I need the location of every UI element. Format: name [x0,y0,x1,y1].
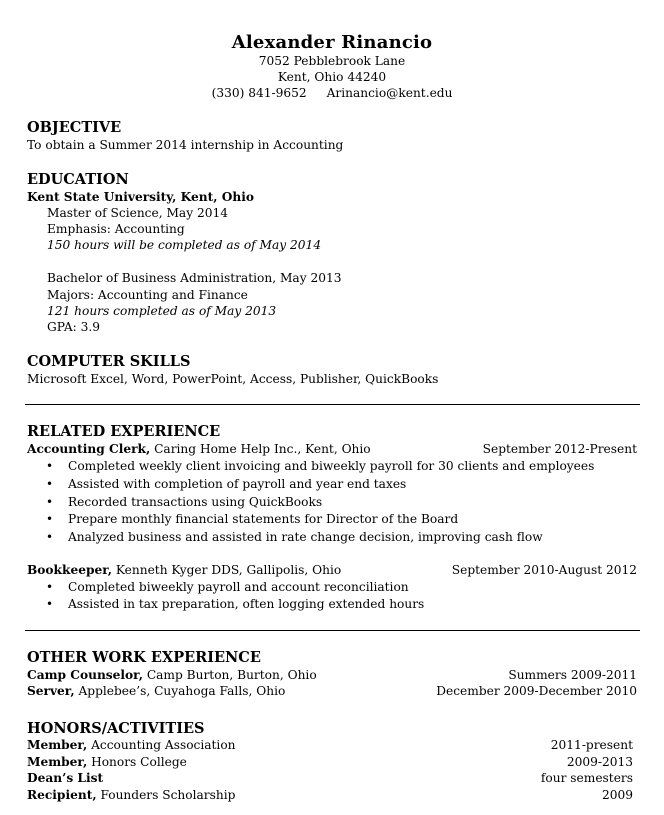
job-title: Bookkeeper, [27,563,113,577]
honor-org: Honors College [87,755,187,769]
bba-degree: Bachelor of Business Administration, May 2013 [47,271,342,285]
related-heading: RELATED EXPERIENCE [27,423,221,440]
objective-text: To obtain a Summer 2014 internship in Accounting [27,138,344,152]
ms-emphasis: Emphasis: Accounting [47,222,185,236]
ms-note: 150 hours will be completed as of May 2014 [47,238,322,252]
job-dates: Summers 2009-2011 [508,668,637,682]
job-employer: Camp Burton, Burton, Ohio [142,668,317,682]
job-employer: Kenneth Kyger DDS, Gallipolis, Ohio [112,563,342,577]
other-heading: OTHER WORK EXPERIENCE [27,649,261,666]
list-item: Recorded transactions using QuickBooks [68,495,323,509]
address-line-2: Kent, Ohio 44240 [277,70,387,84]
section-divider [25,404,640,405]
job-dates: September 2012-Present [482,442,637,456]
list-item: Assisted in tax preparation, often logging extended hours [68,597,425,611]
job-title-line [27,563,341,578]
phone: (330) 841-9652 [211,86,307,100]
job-title-line [27,442,371,457]
honor-item [27,788,235,803]
honor-dates: 2011-present [550,738,633,752]
contact-line [0,86,664,101]
job-title: Accounting Clerk, [27,442,151,456]
bullet-icon: • [46,459,54,473]
job-employer: Caring Home Help Inc., Kent, Ohio [150,442,371,456]
honor-title: Dean’s List [27,771,104,785]
skills-heading: COMPUTER SKILLS [27,353,191,370]
ms-degree: Master of Science, May 2014 [47,206,228,220]
honor-item [27,738,236,753]
job-dates: September 2010-August 2012 [451,563,637,577]
honor-item [27,771,103,786]
bullet-icon: • [46,477,54,491]
objective-heading: OBJECTIVE [27,119,122,136]
bullet-icon: • [46,512,54,526]
honor-title: Member, [27,738,88,752]
bullet-icon: • [46,597,54,611]
list-item: Completed biweekly payroll and account reconciliation [68,580,409,594]
bba-gpa: GPA: 3.9 [47,320,100,334]
skills-text: Microsoft Excel, Word, PowerPoint, Access, Publisher, QuickBooks [27,372,439,386]
list-item: Prepare monthly financial statements for Director of the Board [68,512,459,526]
honor-title: Recipient, [27,788,97,802]
list-item: Completed weekly client invoicing and biweekly payroll for 30 clients and employees [68,459,595,473]
list-item: Analyzed business and assisted in rate change decision, improving cash flow [68,530,543,544]
honor-dates: four semesters [540,771,633,785]
job-title: Camp Counselor, [27,668,143,682]
bba-majors: Majors: Accounting and Finance [47,288,248,302]
bullet-icon: • [46,495,54,509]
job-title-line [27,684,285,699]
applicant-name: Alexander Rinancio [231,32,433,53]
education-heading: EDUCATION [27,171,129,188]
honor-org: Founders Scholarship [96,788,236,802]
honor-org: Accounting Association [87,738,236,752]
job-employer: Applebee’s, Cuyahoga Falls, Ohio [74,684,286,698]
job-dates: December 2009-December 2010 [436,684,637,698]
bba-note: 121 hours completed as of May 2013 [47,304,277,318]
bullet-icon: • [46,580,54,594]
bullet-icon: • [46,530,54,544]
honor-item [27,755,187,770]
job-title-line [27,668,317,683]
email: Arinancio@kent.edu [326,86,453,100]
school-name: Kent State University, Kent, Ohio [27,190,254,204]
honor-title: Member, [27,755,88,769]
section-divider [25,630,640,631]
address-line-1: 7052 Pebblebrook Lane [258,54,406,68]
honor-dates: 2009 [601,788,633,802]
list-item: Assisted with completion of payroll and year end taxes [68,477,407,491]
honor-dates: 2009-2013 [566,755,633,769]
job-title: Server, [27,684,75,698]
honors-heading: HONORS/ACTIVITIES [27,720,205,737]
